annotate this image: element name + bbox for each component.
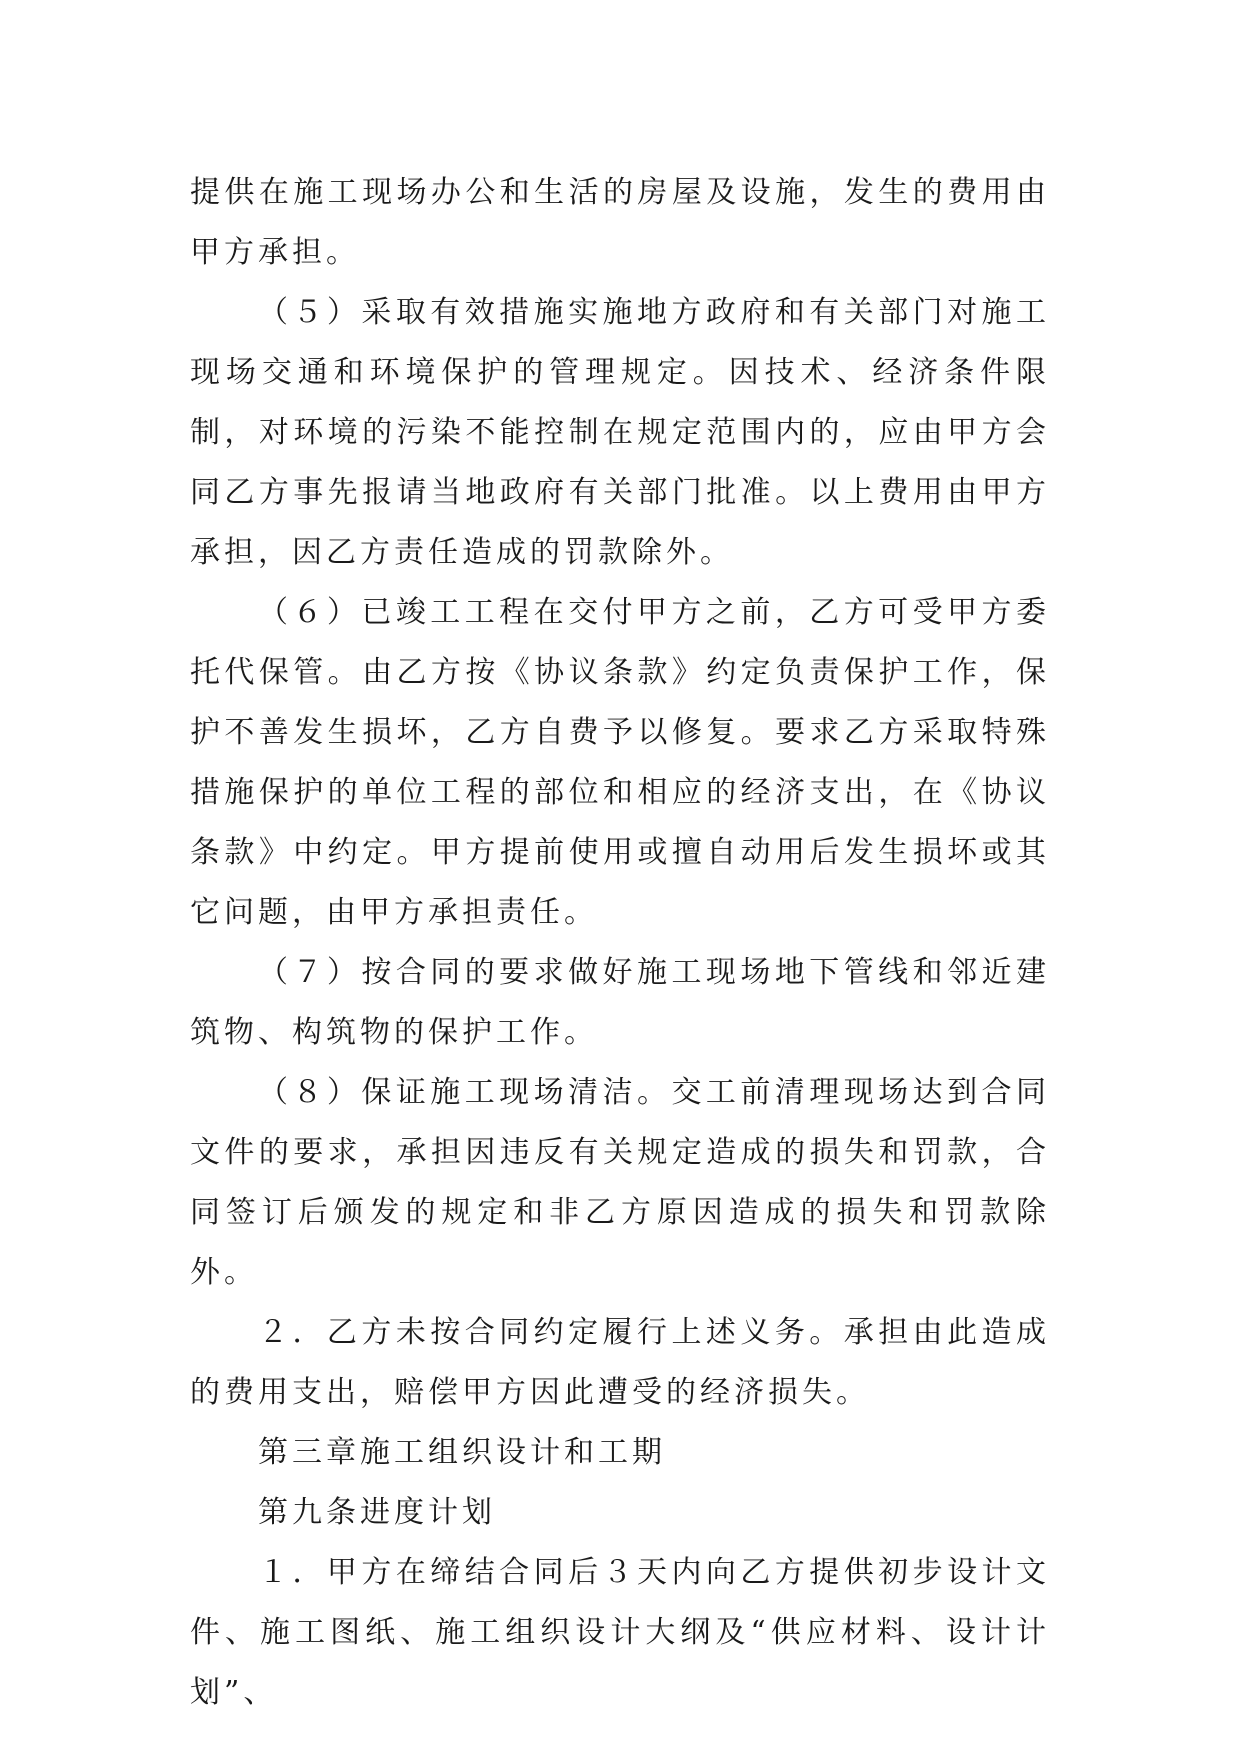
chapter-heading: 第三章施工组织设计和工期 (258, 1435, 666, 1470)
paragraph-item-6: （６）已竣工工程在交付甲方之前，乙方可受甲方委托代保管。由乙方按《协议条款》约定负责保护工作，保护不善发生损坏，乙方自费予以修复。要求乙方采取特殊措施保护的单位工程的部位和相应的经济支出，在《协议条款》中约定。甲方提前使用或擅自动用后发生损坏或其它问题，由甲方承担责任。 (190, 595, 1050, 930)
paragraph-item-5: （５）采取有效措施实施地方政府和有关部门对施工现场交通和环境保护的管理规定。因技术、经济条件限制，对环境的污染不能控制在规定范围内的，应由甲方会同乙方事先报请当地政府有关部门批准。以上费用由甲方承担，因乙方责任造成的罚款除外。 (190, 295, 1050, 570)
paragraph-clause-2: ２．乙方未按合同约定履行上述义务。承担由此造成的费用支出，赔偿甲方因此遭受的经济损失。 (190, 1315, 1050, 1410)
paragraph-continuation: 提供在施工现场办公和生活的房屋及设施，发生的费用由甲方承担。 (190, 175, 1050, 270)
document-body (190, 163, 1050, 1723)
article-heading: 第九条进度计划 (258, 1495, 496, 1530)
paragraph-item-8: （８）保证施工现场清洁。交工前清理现场达到合同文件的要求，承担因违反有关规定造成的损失和罚款，合同签订后颁发的规定和非乙方原因造成的损失和罚款除外。 (190, 1075, 1050, 1290)
paragraph-item-7: （７）按合同的要求做好施工现场地下管线和邻近建筑物、构筑物的保护工作。 (190, 955, 1050, 1050)
paragraph-clause-1: １．甲方在缔结合同后３天内向乙方提供初步设计文件、施工图纸、施工组织设计大纲及“供应材料、设计计划”、 (190, 1555, 1050, 1710)
